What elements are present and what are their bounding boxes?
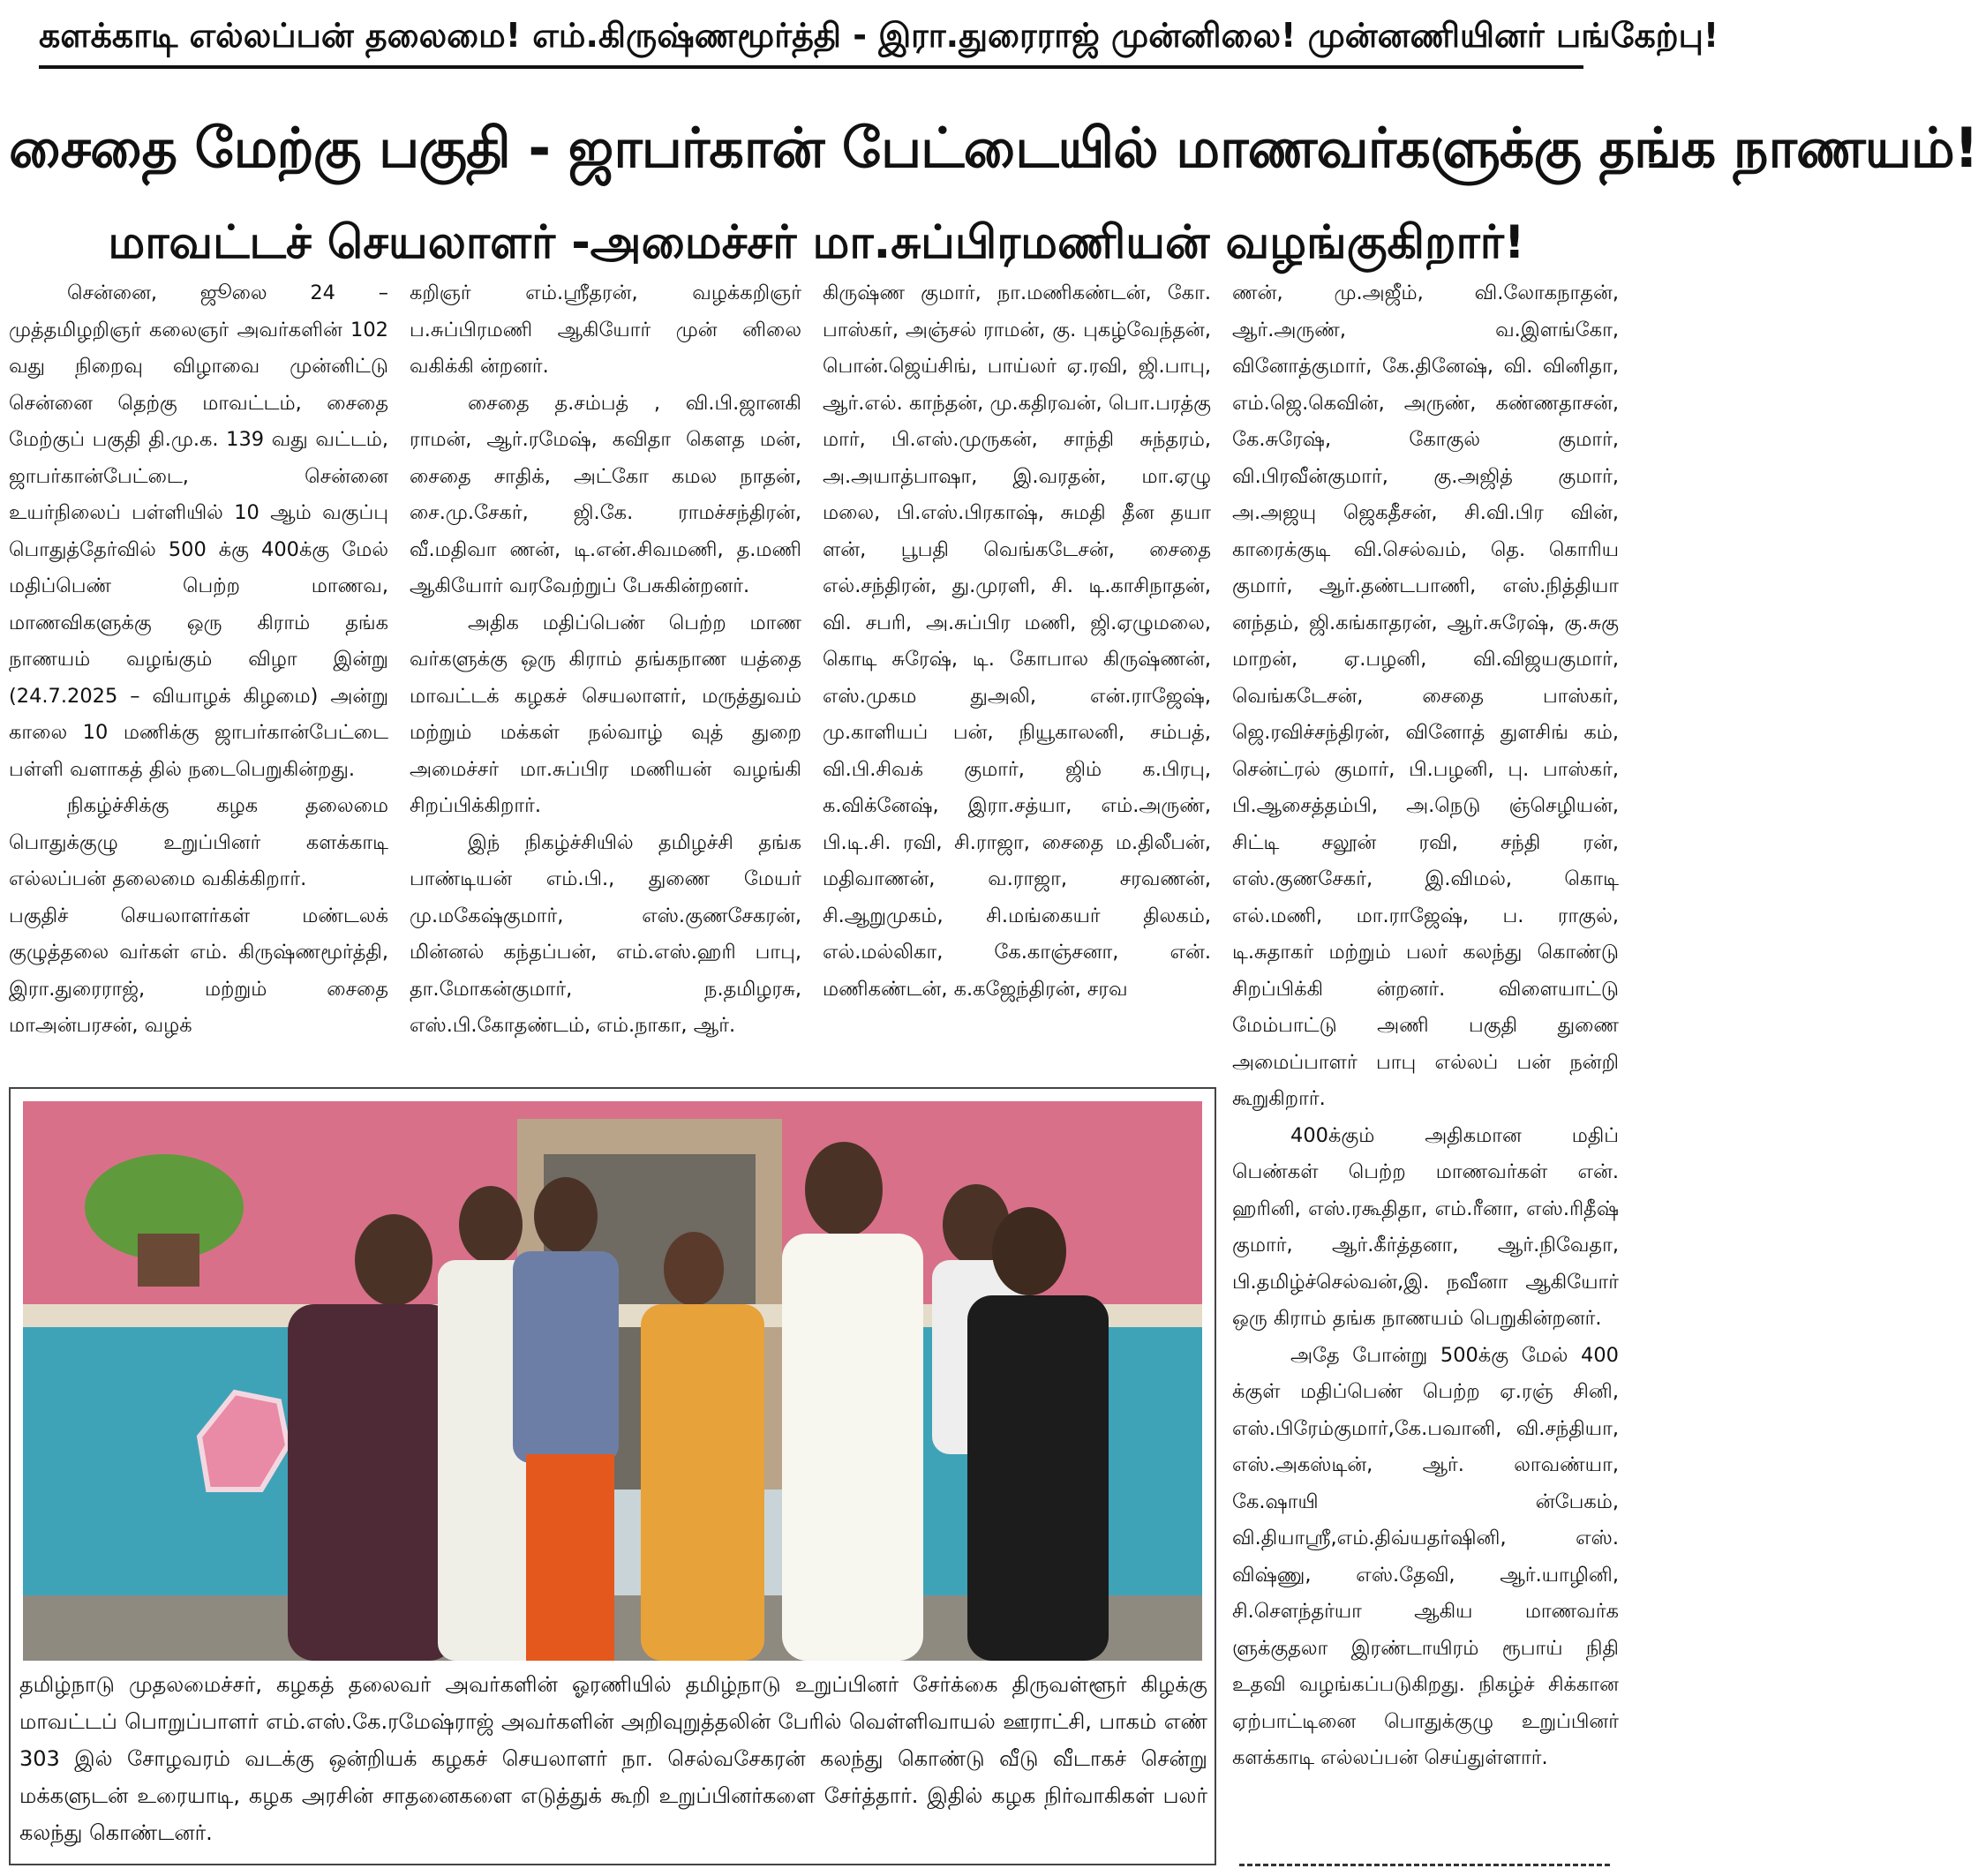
paragraph: நிகழ்ச்சிக்கு கழக தலைமை பொதுக்குழு உறுப்பினர் களக்காடி எல்லப்பன் தலைமை வகிக்கிறார். — [9, 794, 388, 890]
sub-headline: மாவட்டச் செயலாளர் -அமைச்சர் மா.சுப்பிரமணியன் வழங்குகிறார்! — [108, 216, 1525, 269]
article-column-4 — [1232, 275, 1619, 1864]
paragraph: 400க்கும் அதிகமான மதிப் பெண்கள் பெற்ற மாணவர்கள் என். ஹரினி, எஸ்.ரகூதிதா, எம்.ரீனா, எஸ்.ரிதீஷ் குமார், ஆர்.கீர்த்தனா, ஆர்.நிவேதா, பி.தமிழ்ச்செல்வன்,இ. நவீனா ஆகியோர் ஒரு கிராம் தங்க நாணயம் பெறுகின்றனர். — [1232, 1123, 1619, 1330]
photo-with-caption — [9, 1087, 1216, 1865]
group-photo-illustration — [23, 1101, 1202, 1661]
article-column-1 — [9, 275, 388, 1069]
paragraph: சைதை த.சம்பத் , வி.பி.ஜானகி ராமன், ஆர்.ரமேஷ், கவிதா கௌத மன், சைதை சாதிக், அட்கோ கமல நாதன், சை.மு.சேகர், ஜி.கே. ராமச்சந்திரன், வீ.மதிவா ணன், டி.என்.சிவமணி, த.மணி ஆகியோர் வரவேற்றுப் பேசுகின்றனர். — [410, 391, 801, 597]
paragraph: சென்னை, ஜூலை 24 – முத்தமிழறிஞர் கலைஞர் அவர்களின் 102 வது நிறைவு விழாவை முன்னிட்டு சென்னை தெற்கு மாவட்டம், சைதை மேற்குப் பகுதி தி.மு.க. 139 வது வட்டம், ஜாபர்கான்பேட்டை, சென்னை உயர்நிலைப் பள்ளியில் 10 ஆம் வகுப்பு பொதுத்தேர்வில் 500 க்கு 400க்கு மேல் மதிப்பெண் பெற்ற மாணவ, மாணவிகளுக்கு ஒரு கிராம் தங்க நாணயம் வழங்கும் விழா இன்று (24.7.2025 – வியாழக் கிழமை) அன்று காலை 10 மணிக்கு ஜாபர்கான்பேட்டை பள்ளி வளாகத் தில் நடைபெறுகின்றது. — [9, 281, 388, 781]
article-column-2 — [410, 275, 801, 1069]
paragraph: கறிஞர் எம்.ஸ்ரீதரன், வழக்கறிஞர் ப.சுப்பிரமணி ஆகியோர் முன் னிலை வகிக்கி ன்றனர். — [410, 281, 801, 378]
photo-caption: தமிழ்நாடு முதலமைச்சர், கழகத் தலைவர் அவர்களின் ஓரணியில் தமிழ்நாடு உறுப்பினர் சேர்க்கை திருவள்ளூர் கிழக்கு மாவட்டப் பொறுப்பாளர் எம்.எஸ்.கே.ரமேஷ்ராஜ் அவர்களின் அறிவுறுத்தலின் பேரில் வெள்ளிவாயல் ஊராட்சி, பாகம் எண் 303 இல் சோழவரம் வடக்கு ஒன்றியக் கழகச் செயலாளர் நா. செல்வசேகரன் கலந்து கொண்டு வீடு வீடாகச் சென்று மக்களுடன் உரையாடி, கழக அரசின் சாதனைகளை எடுத்துக் கூறி உறுப்பினர்களை சேர்த்தார். இதில் கழக நிர்வாகிகள் பலர் கலந்து கொண்டனர். — [19, 1672, 1207, 1845]
paragraph: அதிக மதிப்பெண் பெற்ற மாண வர்களுக்கு ஒரு கிராம் தங்கநாண யத்தை மாவட்டக் கழகச் செயலாளர், மருத்துவம் மற்றும் மக்கள் நல்வாழ் வுத் துறை அமைச்சர் மா.சுப்பிர மணியன் வழங்கி சிறப்பிக்கிறார். — [410, 611, 801, 817]
paragraph: கிருஷ்ண குமார், நா.மணிகண்டன், கோ. பாஸ்கர், அஞ்சல் ராமன், கு. புகழ்வேந்தன், பொன்.ஜெய்சிங், பாய்லர் ஏ.ரவி, ஜி.பாபு, ஆர்.எல். காந்தன், மு.கதிரவன், பொ.பரத்கு மார், பி.எஸ்.முருகன், சாந்தி சுந்தரம், அ.அயாத்பாஷா, இ.வரதன், மா.ஏழு மலை, பி.எஸ்.பிரகாஷ், சுமதி தீன தயா ளன், பூபதி வெங்கடேசன், சைதை எல்.சந்திரன், து.முரளி, சி. டி.காசிநாதன், வி. சபரி, அ.சுப்பிர மணி, ஜி.ஏழுமலை, கொடி சுரேஷ், டி. கோபால கிருஷ்ணன், எஸ்.முகம துஅலி, என்.ராஜேஷ், மு.காளியப் பன், நியூகாலனி, சம்பத், வி.பி.சிவக் குமார், ஜிம் க.பிரபு, க.விக்னேஷ், இரா.சத்யா, எம்.அருண், பி.டி.சி. ரவி, சி.ராஜா, சைதை ம.திலீபன், மதிவாணன், வ.ராஜா, சரவணன், சி.ஆறுமுகம், சி.மங்கையர் திலகம், எல்.மல்லிகா, கே.காஞ்சனா, என். மணிகண்டன், க.கஜேந்திரன், சரவ — [823, 281, 1211, 1001]
paragraph: இந் நிகழ்ச்சியில் தமிழச்சி தங்க பாண்டியன் எம்.பி., துணை மேயர் மு.மகேஷ்குமார், எஸ்.குணசேகரன், மின்னல் கந்தப்பன், எம்.எஸ்.ஹரி பாபு, தா.மோகன்குமார், ந.தமிழரசு, எஸ்.பி.கோதண்டம், எம்.நாகா, ஆர். — [410, 830, 801, 1037]
paragraph: பகுதிச் செயலாளர்கள் மண்டலக் குழுத்தலை வர்கள் எம். கிருஷ்ணமூர்த்தி, இரா.துரைராஜ், மற்றும் சைதை மாஅன்பரசன், வழக் — [9, 904, 388, 1037]
paragraph: அதே போன்று 500க்கு மேல் 400 க்குள் மதிப்பெண் பெற்ற ஏ.ரஞ் சினி, எஸ்.பிரேம்குமார்,கே.பவானி, வி.சந்தியா, எஸ்.அகஸ்டின், ஆர். லாவண்யா, கே.ஷாயி ன்பேகம், வி.தியாஸ்ரீ,எம்.திவ்யதர்ஷினி, எஸ். விஷ்ணு, எஸ்.தேவி, ஆர்.யாழினி, சி.சௌந்தர்யா ஆகிய மாணவர்க ளுக்குதலா இரண்டாயிரம் ரூபாய் நிதி உதவி வழங்கப்படுகிறது. நிகழ்ச் சிக்கான ஏற்பாட்டினை பொதுக்குழு உறுப்பினர் களக்காடி எல்லப்பன் செய்துள்ளார். — [1232, 1343, 1619, 1769]
headline: சைதை மேற்கு பகுதி - ஜாபர்கான் பேட்டையில் மாணவர்களுக்கு தங்க நாணயம்! — [9, 116, 1978, 180]
paragraph: ணன், மு.அஜீம், வி.லோகநாதன், ஆர்.அருண், வ.இளங்கோ, வினோத்குமார், கே.தினேஷ், வி. வினிதா, எம்.ஜெ.கெவின், அருண், கண்ணதாசன், கே.சுரேஷ், கோகுல் குமார், வி.பிரவீன்குமார், கு.அஜித் குமார், அ.அஜயு ஜெகதீசன், சி.வி.பிர வின், காரைக்குடி வி.செல்வம், தெ. கொரிய குமார், ஆர்.தண்டபாணி, எஸ்.நித்தியா னந்தம், ஜி.கங்காதரன், ஆர்.சுரேஷ், கு.சுகு மாறன், ஏ.பழனி, வி.விஜயகுமார், வெங்கடேசன், சைதை பாஸ்கர், ஜெ.ரவிச்சந்திரன், வினோத் துளசிங் கம், சென்ட்ரல் குமார், பி.பழனி, பு. பாஸ்கர், பி.ஆசைத்தம்பி, அ.நெடு ஞ்செழியன், சிட்டி சலூன் ரவி, சந்தி ரன், எஸ்.குணசேகர், இ.விமல், கொடி எல்.மணி, மா.ராஜேஷ், ப. ராகுல், டி.சுதாகர் மற்றும் பலர் கலந்து கொண்டு சிறப்பிக்கி ன்றனர். விளையாட்டு மேம்பாட்டு அணி பகுதி துணை அமைப்பாளர் பாபு எல்லப் பன் நன்றி கூறுகிறார். — [1232, 281, 1619, 1110]
kicker-line: களக்காடி எல்லப்பன் தலைமை! எம்.கிருஷ்ணமூர்த்தி - இரா.துரைராஜ் முன்னிலை! முன்னணியினர் பங்கேற்பு! — [39, 9, 1583, 69]
news-photo — [23, 1101, 1202, 1661]
divider — [1239, 1864, 1610, 1866]
article-column-3 — [823, 275, 1211, 1069]
